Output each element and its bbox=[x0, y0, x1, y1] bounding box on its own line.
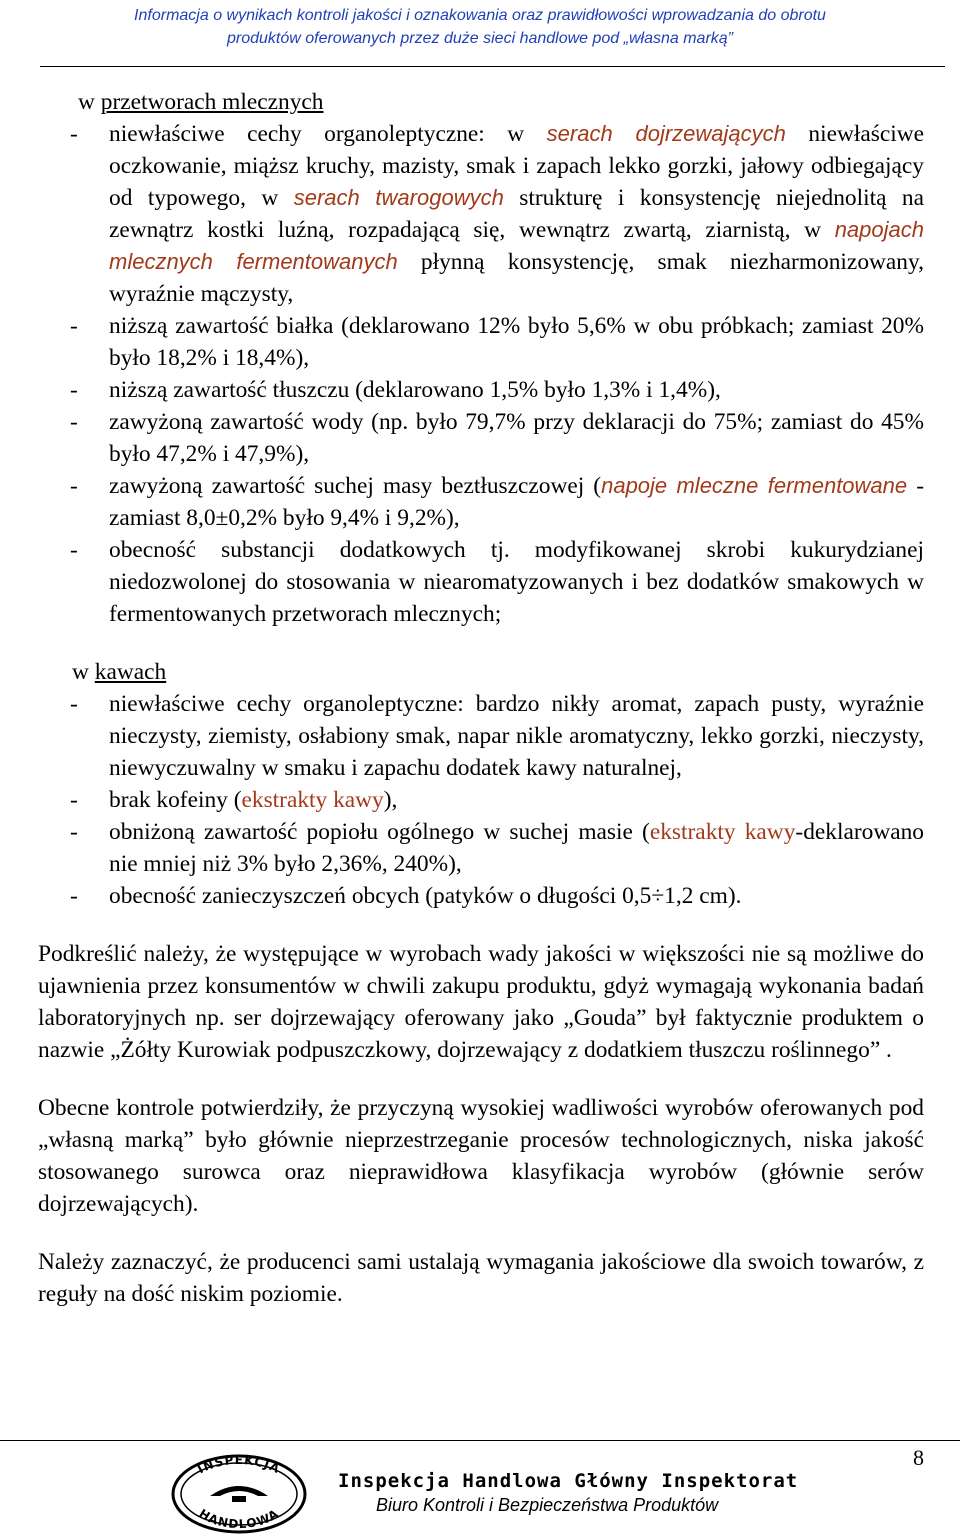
list-dash: - bbox=[70, 121, 78, 147]
list-item: - niższą zawartość tłuszczu (deklarowano 1,5% było 1,3% i 1,4%), bbox=[38, 374, 924, 406]
header-line-2: produktów oferowanych przez duże sieci handlowe pod „własna marką” bbox=[226, 30, 734, 47]
list-dash: - bbox=[70, 377, 78, 403]
list-dash: - bbox=[70, 691, 78, 717]
logo-bottom-text: HANDLOWA bbox=[196, 1506, 282, 1532]
list-dash: - bbox=[70, 883, 78, 909]
list-dash: - bbox=[70, 473, 78, 499]
svg-text:INSPEKCJA bbox=[195, 1453, 283, 1476]
list-item: - zawyżoną zawartość wody (np. było 79,7% przy deklaracji do 75%; zamiast do 45% było 47,2% i 47,9%), bbox=[38, 406, 924, 470]
coffee-defects-list bbox=[38, 688, 924, 912]
dairy-defects-list bbox=[38, 118, 924, 630]
section-title-text: przetworach mlecznych bbox=[100, 89, 324, 115]
list-item: - obecność zanieczyszczeń obcych (patyków o długości 0,5÷1,2 cm). bbox=[38, 880, 924, 912]
list-dash: - bbox=[70, 819, 78, 845]
logo-top-text: INSPEKCJA bbox=[195, 1452, 283, 1477]
list-dash: - bbox=[70, 537, 78, 563]
page-content bbox=[38, 86, 924, 1310]
section-title-text: kawach bbox=[94, 659, 167, 685]
header-divider bbox=[40, 66, 945, 67]
list-item: - niższą zawartość białka (deklarowano 12% było 5,6% w obu próbkach; zamiast 20% było 18,2% i 18,4%), bbox=[38, 310, 924, 374]
footer-department: Biuro Kontroli i Bezpieczeństwa Produktów bbox=[376, 1495, 719, 1515]
list-dash: - bbox=[70, 787, 78, 813]
document-header bbox=[0, 4, 960, 50]
body-paragraph: Należy zaznaczyć, że producenci sami ustalają wymagania jakościowe dla swoich towarów, z reguły na dość niskim poziomie. bbox=[38, 1249, 924, 1307]
body-paragraph: Obecne kontrole potwierdziły, że przyczyną wysokiej wadliwości wyrobów oferowanych pod „własną marką” było głównie nieprzestrzeganie procesów technologicznych, niska jakość stosowanego surowca oraz nieprawidłowa klasyfikacja wyrobów (głównie serów dojrzewających). bbox=[38, 1095, 924, 1217]
list-item: - niewłaściwe cechy organoleptyczne: bardzo nikły aromat, zapach pusty, wyraźnie nieczysty, ziemisty, osłabiony smak, napar nikle aromatyczny, lekko gorzki, nieczysty, niewyczuwalny w smaku i zapachu dodatek kawy naturalnej, bbox=[38, 688, 924, 784]
list-item: - zawyżoną zawartość suchej masy beztłuszczowej (napoje mleczne fermentowane - zamiast 8,0±0,2% było 9,4% i 9,2%), bbox=[38, 470, 924, 534]
header-line-1: Informacja o wynikach kontroli jakości i oznakowania oraz prawidłowości wprowadzania do obrotu bbox=[134, 7, 826, 24]
list-dash: - bbox=[70, 409, 78, 435]
list-dash: - bbox=[70, 313, 78, 339]
list-item: - brak kofeiny (ekstrakty kawy), bbox=[38, 784, 924, 816]
list-item: - obniżoną zawartość popiołu ogólnego w suchej masie (ekstrakty kawy-deklarowano nie mniej niż 3% było 2,36%, 240%), bbox=[38, 816, 924, 880]
section-title-coffee: w kawach bbox=[72, 659, 167, 685]
inspection-seal-icon bbox=[170, 1452, 308, 1534]
footer-divider bbox=[0, 1440, 960, 1441]
list-item: - niewłaściwe cechy organoleptyczne: w serach dojrzewających niewłaściwe oczkowanie, miąższ kruchy, mazisty, smak i zapach lekko gorzki, jałowy odbiegający od typowego, w serach twarogowych strukturę i konsystencję niejednolitą na zewnątrz kostki luźną, rozpadającą się, wewnątrz zwartą, ziarnistą, w napojach mlecznych fermentowanych płynną konsystencję, smak niezharmonizowany, wyraźnie mączysty, bbox=[38, 118, 924, 310]
footer-organization: Inspekcja Handlowa Główny Inspektorat bbox=[338, 1470, 799, 1492]
body-paragraph: Podkreślić należy, że występujące w wyrobach wady jakości w większości nie są możliwe do ujawnienia przez konsumentów w chwili zakupu produktu, gdyż wymagają wykonania badań laboratoryjnych np. ser dojrzewający oferowany jako „Gouda” był faktycznie produktem o nazwie „Żółty Kurowiak podpuszczkowy, dojrzewający z dodatkiem tłuszczu roślinnego” . bbox=[38, 941, 924, 1063]
list-item: - obecność substancji dodatkowych tj. modyfikowanej skrobi kukurydzianej niedozwolonej do stosowania w niearomatyzowanych i bez dodatków smakowych w fermentowanych przetworach mlecznych; bbox=[38, 534, 924, 630]
section-title-dairy: w przetworach mlecznych bbox=[78, 89, 324, 115]
page-number: 8 bbox=[913, 1445, 924, 1470]
